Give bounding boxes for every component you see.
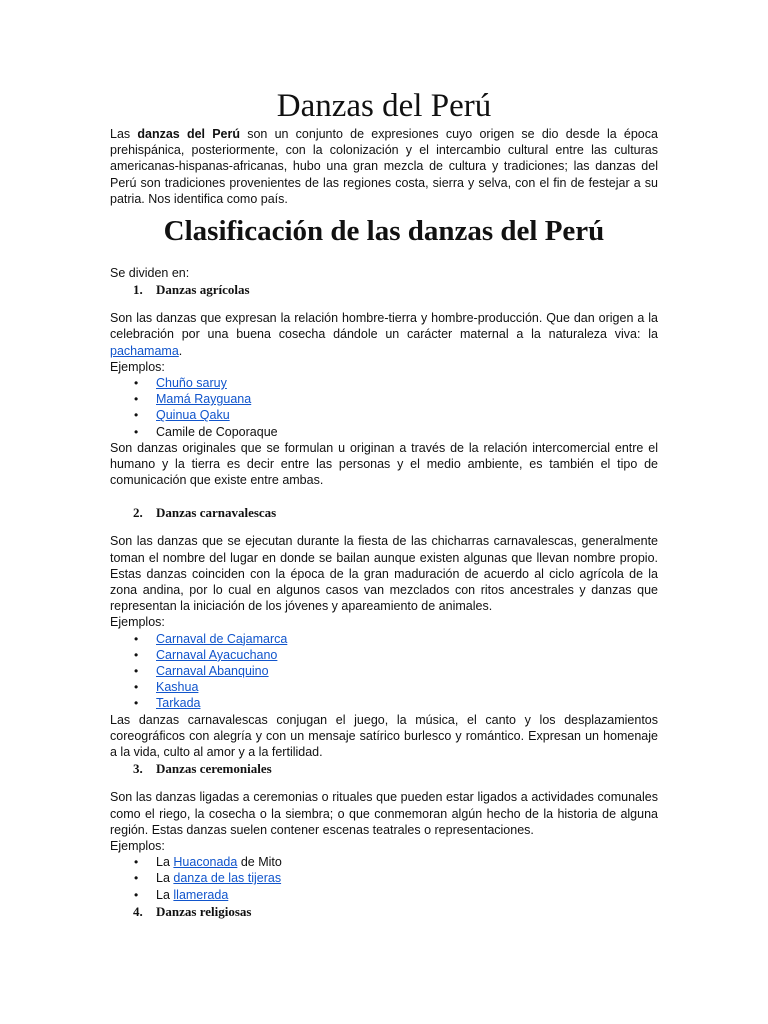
carnavalescas-examples-list [110, 631, 658, 712]
example-link[interactable]: Mamá Rayguana [156, 392, 252, 407]
list-item [110, 854, 658, 870]
section-title: Danzas religiosas [156, 903, 252, 919]
section-number: 1. [133, 282, 143, 298]
danza-tijeras-link[interactable]: danza de las tijeras [173, 871, 282, 886]
example-prefix: La [156, 887, 174, 902]
list-item [110, 663, 658, 679]
section-number: 4. [133, 903, 143, 919]
list-item [110, 887, 658, 903]
example-link[interactable]: Carnaval de Cajamarca [156, 631, 288, 646]
carnavalescas-examples-label: Ejemplos: [110, 615, 165, 630]
section-number: 3. [133, 761, 143, 777]
carnavalescas-description: Son las danzas que se ejecutan durante la fiesta de las chicharras carnavalescas, generalmente toman el nombre del lugar en donde se bailan aunque existen algunas que llevan nombre propio. Estas danzas coinciden con la época de la gran maduración de acuerdo al ciclo agrícola de la zona andina, por lo cual en algunos casos van mezclados con ritos ancestrales y danzas que representan la iniciación de los jóvenes y apareamiento de animales. [110, 534, 658, 614]
carnavalescas-after-text: Las danzas carnavalescas conjugan el juego, la música, el canto y los desplazamientos coreográficos con alegría y con un mensaje satírico burlesco y romántico. Expresan un homenaje a la vida, culto al amor y a la fertilidad. [110, 712, 658, 760]
example-text: Camile de Coporaque [156, 424, 278, 439]
list-item [110, 631, 658, 647]
example-link[interactable]: Chuño saruy [156, 376, 227, 391]
agricolas-examples-label: Ejemplos: [110, 359, 165, 374]
list-item [110, 679, 658, 695]
agricolas-examples-list [110, 375, 658, 440]
ceremoniales-description: Son las danzas ligadas a ceremonias o rituales que pueden estar ligados a actividades comunales como el riego, la cosecha o la siembra; o que conmemoran algún hecho de la historia de alguna región. Estas danzas suelen contener escenas teatrales o representaciones. [110, 790, 658, 837]
agricolas-description [110, 310, 658, 359]
section-heading-carnavalescas [110, 504, 658, 521]
se-dividen-text: Se dividen en: [110, 266, 190, 281]
ceremoniales-examples-list [110, 854, 658, 903]
list-item [110, 647, 658, 663]
intro-prefix: Las [110, 127, 138, 141]
intro-rest: son un conjunto de expresiones cuyo origen se dio desde la época prehispánica, posteriormente, con la colonización y el intercambio cultural entre las culturas americanas-hispanas-africanas, hubo una gran mezcla de cultura y tradiciones; las danzas del Perú son tradiciones provenientes de las regiones costa, sierra y selva, con el fin de festejar a su patria. Nos identifica como país. [110, 127, 658, 206]
example-suffix: de Mito [237, 855, 282, 870]
example-link[interactable]: Carnaval Abanquino [156, 664, 269, 679]
list-item [110, 870, 658, 886]
llamerada-link[interactable]: llamerada [173, 887, 229, 902]
agricolas-after-text: Son danzas originales que se formulan u originan a través de la relación intercomercial entre el humano y la tierra es decir entre las personas y el medio ambiente, es también el tipo de comunicación que existe entre ambas. [110, 440, 658, 488]
section-title: Danzas agrícolas [156, 282, 250, 298]
agricolas-desc-suffix: . [178, 343, 183, 358]
intro-paragraph [110, 126, 658, 207]
example-link[interactable]: Carnaval Ayacuchano [156, 647, 278, 662]
list-item [110, 391, 658, 407]
list-item [110, 407, 658, 423]
ceremoniales-examples-label: Ejemplos: [110, 838, 165, 853]
pachamama-link[interactable]: pachamama [110, 343, 179, 358]
intro-bold: danzas del Perú [137, 127, 240, 141]
example-link[interactable]: Kashua [156, 680, 199, 695]
section-number: 2. [133, 505, 143, 521]
list-item [110, 375, 658, 391]
section-heading-ceremoniales [110, 760, 658, 777]
section-title: Danzas carnavalescas [156, 505, 277, 521]
section-heading-agricolas [110, 281, 658, 298]
section-heading-religiosas [110, 903, 658, 920]
classification-heading: Clasificación de las danzas del Perú [163, 215, 605, 248]
document-title: Danzas del Perú [276, 88, 492, 124]
list-item [110, 424, 658, 440]
example-prefix: La [156, 855, 174, 870]
example-link[interactable]: Tarkada [156, 696, 201, 711]
document-content [110, 86, 658, 920]
huaconada-link[interactable]: Huaconada [173, 855, 238, 870]
list-item [110, 695, 658, 711]
section-title: Danzas ceremoniales [156, 761, 272, 777]
example-link[interactable]: Quinua Qaku [156, 408, 230, 423]
agricolas-desc-text: Son las danzas que expresan la relación hombre-tierra y hombre-producción. Que dan origen a la celebración por una buena cosecha dándole un carácter maternal a la naturaleza viva: la [110, 311, 658, 342]
example-prefix: La [156, 871, 174, 886]
